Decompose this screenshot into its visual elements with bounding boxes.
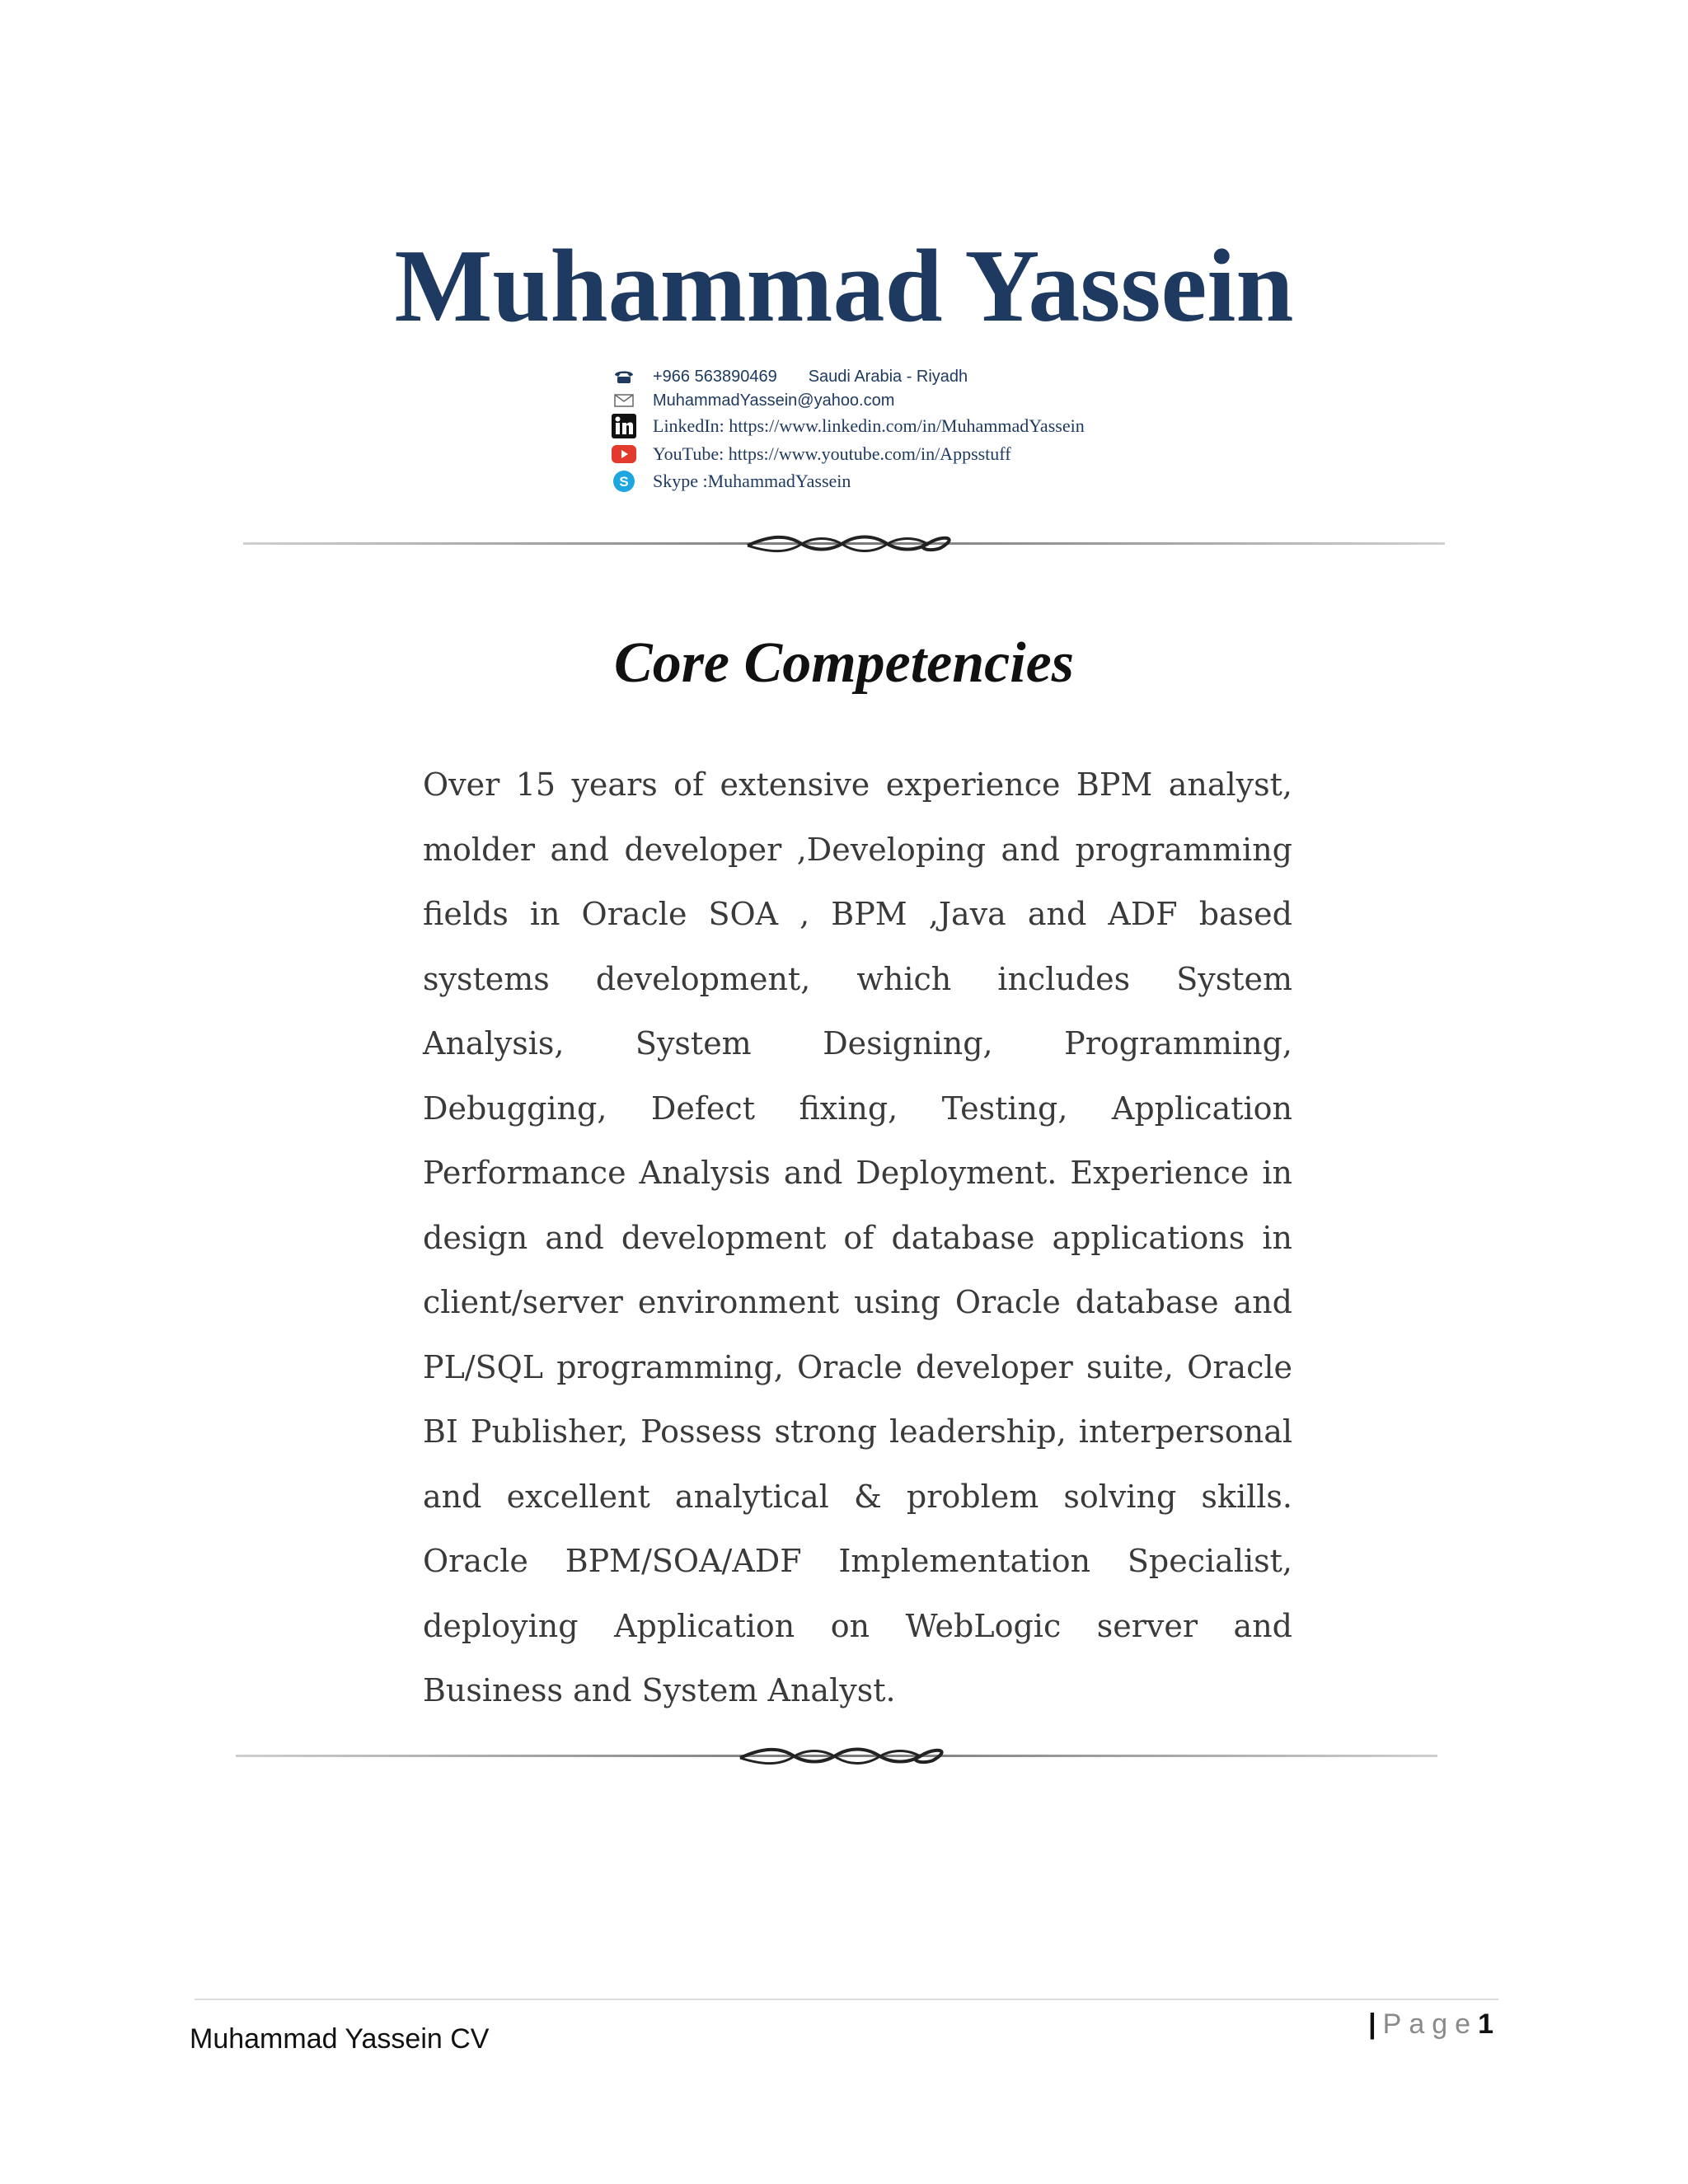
footer-doc-name: Muhammad Yassein CV <box>190 2023 490 2055</box>
footer-page-number <box>1368 2006 1493 2042</box>
competencies-paragraph: Over 15 years of extensive experience BPM analyst, molder and developer ,Developing and programming fields in Oracle SOA , BPM ,Java and ADF based systems development, which includes System Analysis, System Designing, Programming, Debugging, Defect fixing, Testing, Application Performance Analysis and Deployment. Experience in design and development of database applications in client/server environment using Oracle database and PL/SQL programming, Oracle developer suite, Oracle BI Publisher, Possess strong leadership, interpersonal and excellent analytical & problem solving skills. Oracle BPM/SOA/ADF Implementation Specialist, deploying Application on WebLogic server and Business and System Analyst. <box>423 766 1292 1708</box>
contact-row-linkedin <box>610 412 1085 440</box>
email-icon <box>610 387 638 415</box>
linkedin-icon <box>610 412 638 440</box>
footer-page-word: Page <box>1382 2008 1479 2040</box>
contact-row-youtube <box>610 440 1011 468</box>
section-heading: Core Competencies <box>614 631 1074 695</box>
svg-text:S: S <box>619 474 629 490</box>
footer-rule <box>195 1999 1498 2000</box>
ornamental-divider-top <box>243 528 1445 561</box>
ornamental-divider-bottom <box>236 1741 1437 1774</box>
location: Saudi Arabia - Riyadh <box>808 367 968 386</box>
skype-handle: Skype :MuhammadYassein <box>653 471 851 491</box>
footer-separator: | <box>1368 2008 1376 2040</box>
linkedin-link[interactable]: LinkedIn: https://www.linkedin.com/in/MuhammadYassein <box>653 415 1085 436</box>
youtube-icon <box>610 440 638 468</box>
youtube-link[interactable]: YouTube: https://www.youtube.com/in/Appsstuff <box>653 443 1011 464</box>
contact-row-skype <box>610 467 851 495</box>
cv-name-title: Muhammad Yassein <box>394 229 1294 344</box>
footer-page-num: 1 <box>1478 2008 1493 2040</box>
contact-row-email <box>610 387 894 415</box>
email-link[interactable]: MuhammadYassein@yahoo.com <box>653 391 895 410</box>
phone-number: +966 563890469 <box>653 367 777 386</box>
skype-icon <box>610 467 638 495</box>
